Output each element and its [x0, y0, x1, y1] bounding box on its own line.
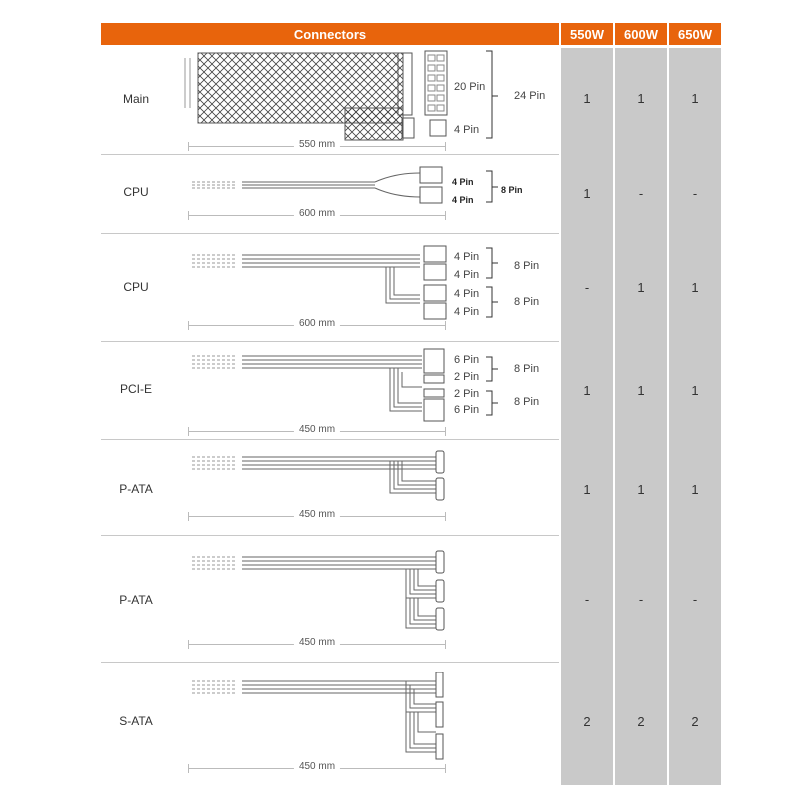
pin-label: 2 Pin [454, 371, 480, 383]
cable-length-text: 450 mm [294, 637, 340, 648]
connector-name: PCI-E [119, 382, 152, 396]
value-600w: 1 [637, 280, 645, 295]
value-650w: 1 [691, 482, 699, 497]
cable-length-text: 450 mm [294, 509, 340, 520]
cable-length [188, 763, 446, 773]
value-650w: 1 [691, 91, 699, 106]
row-divider [101, 341, 559, 342]
value-600w: 1 [637, 383, 645, 398]
column-550w [561, 48, 613, 785]
value-650w: 1 [691, 280, 699, 295]
pin-label: 4 Pin [454, 288, 480, 300]
row-divider [101, 233, 559, 234]
connector-name: S-ATA [119, 714, 153, 728]
sata-cable-diagram [180, 672, 510, 764]
cable-length [188, 210, 446, 220]
cable-length-text: 450 mm [294, 761, 340, 772]
pin-label-total: 8 Pin [514, 296, 540, 308]
connector-name: P-ATA [119, 593, 153, 607]
pin-label: 4 Pin [454, 124, 480, 136]
value-600w: 2 [637, 714, 645, 729]
cable-length [188, 511, 446, 521]
column-650w [669, 48, 721, 785]
cable-length-text: 550 mm [294, 139, 340, 150]
header-connectors: Connectors [101, 23, 559, 45]
pin-label: 4 Pin [454, 251, 480, 263]
value-600w: - [638, 186, 644, 201]
value-550w: 1 [583, 91, 591, 106]
pin-label: 4 Pin [452, 177, 474, 187]
connector-name: P-ATA [119, 482, 153, 496]
pin-label: 20 Pin [454, 81, 486, 93]
row-divider [101, 439, 559, 440]
pin-label-total: 8 Pin [501, 185, 523, 195]
value-550w: - [584, 592, 590, 607]
header-600w: 600W [615, 23, 667, 45]
pin-label: 2 Pin [454, 388, 480, 400]
value-600w: 1 [637, 482, 645, 497]
pata-triple-cable-diagram [180, 548, 510, 633]
value-650w: - [692, 592, 698, 607]
cable-length [188, 426, 446, 436]
value-550w: - [584, 280, 590, 295]
cable-length-text: 600 mm [294, 208, 340, 219]
cable-length-text: 450 mm [294, 424, 340, 435]
pin-label: 6 Pin [454, 404, 480, 416]
value-550w: 2 [583, 714, 591, 729]
cable-length-text: 600 mm [294, 318, 340, 329]
pin-label-total: 8 Pin [514, 396, 540, 408]
value-650w: 1 [691, 383, 699, 398]
row-divider [101, 535, 559, 536]
pin-label-total: 8 Pin [514, 363, 540, 375]
row-divider [101, 662, 559, 663]
row-divider [101, 154, 559, 155]
value-550w: 1 [583, 482, 591, 497]
value-650w: - [692, 186, 698, 201]
cable-length [188, 639, 446, 649]
value-550w: 1 [583, 186, 591, 201]
pin-label: 6 Pin [454, 354, 480, 366]
value-600w: 1 [637, 91, 645, 106]
cpu-cable-diagram [180, 165, 510, 215]
pin-label: 4 Pin [452, 195, 474, 205]
connector-name: CPU [123, 185, 149, 199]
connector-name: CPU [123, 280, 149, 294]
connector-name: Main [122, 92, 149, 106]
value-550w: 1 [583, 383, 591, 398]
pin-label-total: 24 Pin [514, 90, 546, 102]
value-650w: 2 [691, 714, 699, 729]
pata-cable-diagram [180, 448, 510, 508]
header-650w: 650W [669, 23, 721, 45]
pin-label-total: 8 Pin [514, 260, 540, 272]
cable-length [188, 141, 446, 151]
header-550w: 550W [561, 23, 613, 45]
pin-label: 4 Pin [454, 269, 480, 281]
column-600w [615, 48, 667, 785]
value-600w: - [638, 592, 644, 607]
pin-label: 4 Pin [454, 306, 480, 318]
cable-length [188, 320, 446, 330]
